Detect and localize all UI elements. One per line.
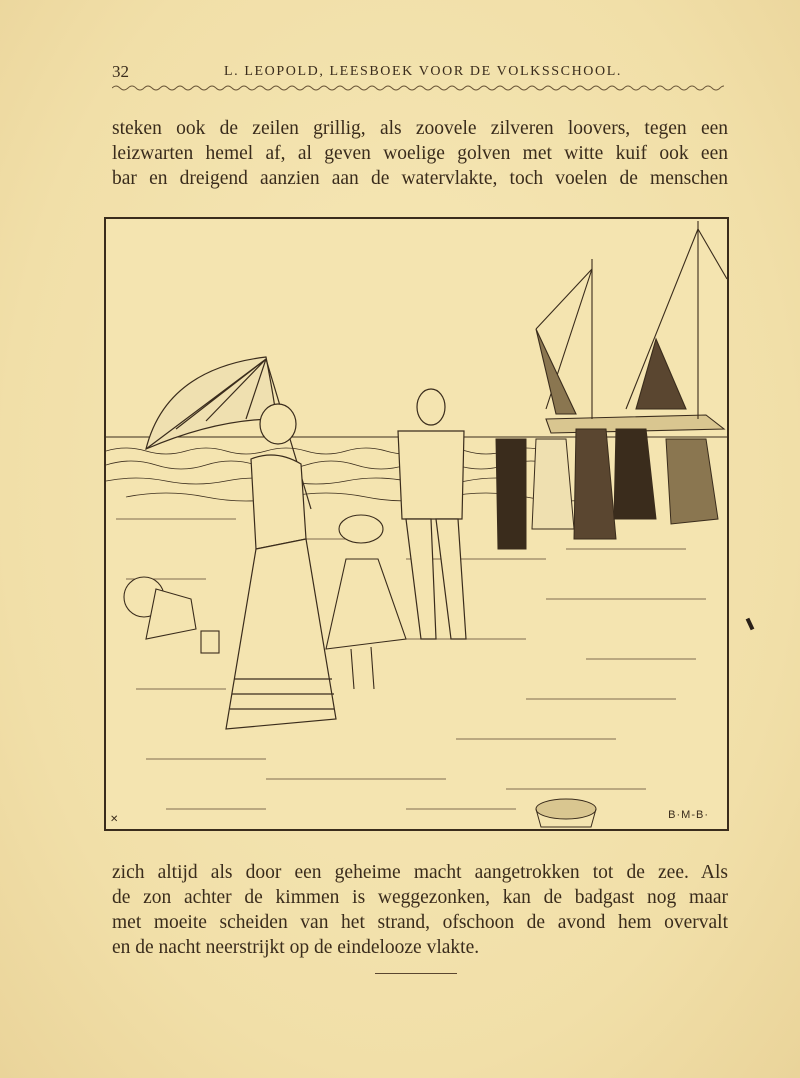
page-header [112, 60, 724, 84]
artist-signature: B·M-B· [668, 809, 709, 821]
beach-scene-drawing [106, 219, 727, 829]
fishwives-group [496, 429, 718, 549]
man-figure [398, 389, 466, 639]
sea-waves [106, 448, 606, 501]
text-line: zich altijd als door een geheime macht aangetrokken tot de zee. Als [112, 862, 728, 883]
lady-figure [226, 404, 336, 729]
beach-illustration [104, 217, 729, 831]
running-head: L. LEOPOLD, LEESBOEK VOOR DE VOLKSSCHOOL. [224, 64, 622, 79]
text-line: en de nacht neerstrijkt op de eindelooze vlakte. [112, 937, 480, 958]
closing-rule [375, 973, 457, 974]
crouching-child [124, 577, 219, 653]
header-wavy-rule [112, 84, 724, 92]
text-line: steken ook de zeilen grillig, als zoovele zilveren loovers, tegen een [112, 118, 728, 139]
text-line: leizwarten hemel af, al geven woelige golven met witte kuif ook een [112, 143, 728, 164]
paragraph-top [112, 116, 728, 191]
girl-figure [326, 515, 406, 689]
basket [536, 799, 596, 827]
engraver-mark-icon: ✕ [110, 814, 119, 825]
sailing-ship [536, 221, 727, 433]
text-line: met moeite scheiden van het strand, ofschoon de avond hem overvalt [112, 912, 728, 933]
text-line: de zon achter de kimmen is weggezonken, kan de badgast nog maar [112, 887, 728, 908]
margin-blemish [746, 618, 755, 631]
paragraph-bottom [112, 860, 728, 960]
page-number: 32 [112, 62, 129, 81]
text-line: bar en dreigend aanzien aan de watervlakte, toch voelen de menschen [112, 168, 728, 189]
